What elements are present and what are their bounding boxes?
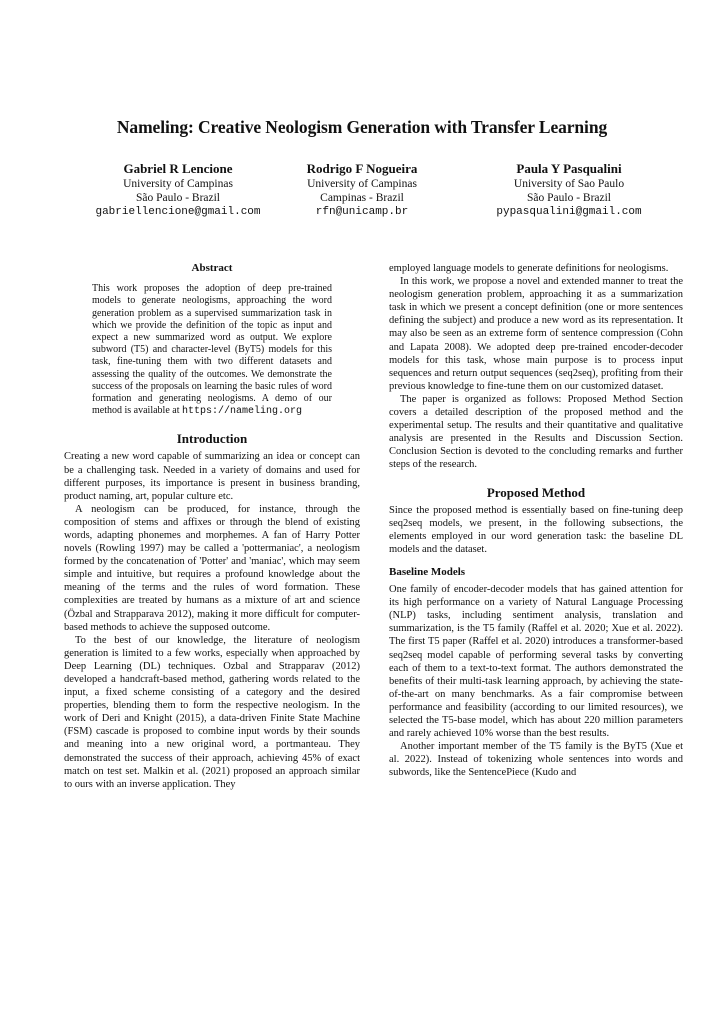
paragraph: In this work, we propose a novel and extended manner to treat the neologism generation problem, approaching it as a summarization task in which we present a concept definition (one or more sentences defining the subject) and produce a new word as its representation. It may also be seen as an extreme form of sentence compression (Cohn and Lapata 2008). We adopted deep pre-trained encoder-decoder models for this task, whose main purpose is to process input sequences and return output sequences (seq2seq), profiting from their previous knowledge to fine-tune them on our customized dataset.: [389, 276, 683, 392]
paragraph: Since the proposed method is essentially based on fine-tuning deep seq2seq models, we present, in the following subsections, the elements employed in our word generation task: the baseline DL models and the dataset.: [389, 504, 683, 555]
abstract-text-content: This work proposes the adoption of deep pre-trained models to generate neologisms, approaching the word generation problem as a supervised summarization task in which we provide the definition of the topic as input and expect a new summarized word as output. We explore subword (T5) and character-level (ByT5) models for this task, fine-tuning them with two different datasets and assessing the quality of the outcomes. We demonstrate the success of the proposals on learning the basic rules of word formation and generating neologisms. A demo of our method is available at: [92, 283, 332, 417]
author-affiliation: University of Campinas: [307, 178, 417, 190]
author-email: gabriellencione@gmail.com: [95, 206, 261, 218]
author-location: São Paulo - Brazil: [136, 192, 220, 204]
author-email: rfn@unicamp.br: [315, 206, 409, 218]
paper-title: Nameling: Creative Neologism Generation with Transfer Learning: [116, 117, 608, 137]
right-column: [389, 262, 683, 779]
author-block: [252, 162, 472, 219]
subsection-heading-baseline-models: Baseline Models: [389, 565, 466, 578]
abstract-heading: Abstract: [191, 262, 233, 274]
author-block: [459, 162, 679, 219]
left-column: [64, 262, 360, 791]
paragraph: employed language models to generate definitions for neologisms.: [389, 263, 669, 274]
demo-url: https://nameling.org: [181, 406, 303, 418]
author-location: São Paulo - Brazil: [527, 192, 611, 204]
author-affiliation: University of Sao Paulo: [513, 178, 625, 190]
author-name: Gabriel R Lencione: [123, 161, 233, 176]
section-heading-introduction: Introduction: [176, 431, 248, 447]
author-affiliation: University of Campinas: [123, 178, 233, 190]
author-email: pypasqualini@gmail.com: [496, 206, 642, 218]
abstract-text: [92, 283, 332, 418]
author-name: Rodrigo F Nogueira: [306, 161, 418, 176]
author-name: Paula Y Pasqualini: [516, 161, 622, 176]
paragraph: Another important member of the T5 family is the ByT5 (Xue et al. 2022). Instead of tokenizing whole sentences into words and subwords, like the SentencePiece (Kudo and: [389, 741, 683, 779]
paragraph: To the best of our knowledge, the literature of neologism generation is limited to a few works, especially when approached by Deep Learning (DL) techniques. Ozbal and Strapparav (2012) developed a handcraft-based method, gathering words related to the input, a fixed scheme consisting of a category and the desired properties, blending them to form the respective neologism. In the work of Deri and Knight (2015), a data-driven Finite State Machine (FSM) cascade is proposed to combine input words by their sounds and meaning into a new original word, a portmanteau. They demonstrated the success of their approach, achieving 45% of exact match on test set. Malkin et al. (2021) proposed an approach similar to ours with an inverse application. They: [64, 634, 360, 790]
abstract-body: [64, 283, 360, 418]
paragraph: The paper is organized as follows: Proposed Method Section covers a detailed description of the proposed method and the experimental setup. The results and their quantitative and qualitative analysis are presented in the Results and Discussion Section. Conclusion Section is devoted to the concluding remarks and further steps of the research.: [389, 393, 683, 471]
paragraph: Creating a new word capable of summarizing an idea or concept can be a challenging task. Needed in a variety of domains and used for different purposes, its importance is present in business branding, product naming, art, popular culture etc.: [64, 451, 360, 502]
paragraph: A neologism can be produced, for instance, through the composition of stems and affixes or through the blend of existing words, adapting phonemes and morphemes. A fan of Harry Potter novels (Rowling 1997) may be called a 'pottermaniac', a neologism formed by the concatenation of 'Potter' and 'maniac', which may seem simple and intuitive, but requires a profound knowledge about the meaning of the terms and the rules of word formation. These complexities are treated by humans as a mixture of art and science (Özbal and Strapparava 2012), making it more difficult for computer-based methods to achieve the supposed outcome.: [64, 503, 360, 633]
section-heading-proposed-method: Proposed Method: [486, 484, 586, 500]
author-location: Campinas - Brazil: [320, 192, 404, 204]
paragraph: One family of encoder-decoder models that has gained attention for its high performance on a variety of Natural Language Processing (NLP) tasks, including sentiment analysis, translation and summarization, is the T5 family (Raffel et al. 2020; Xue et al. 2022). The first T5 paper (Raffel et al. 2020) introduces a transformer-based seq2seq model capable of performing several tasks by converting each of them to a text-to-text format. The authors demonstrated the benefits of their multi-task learning approach, by achieving the state-of-the-art on many benchmarks. As a fair compromise between performance and feasibility (according to our limited resources), we selected the T5-base model, which has about 220 million parameters and rarely achieved 10% worse than the best results.: [389, 584, 683, 740]
